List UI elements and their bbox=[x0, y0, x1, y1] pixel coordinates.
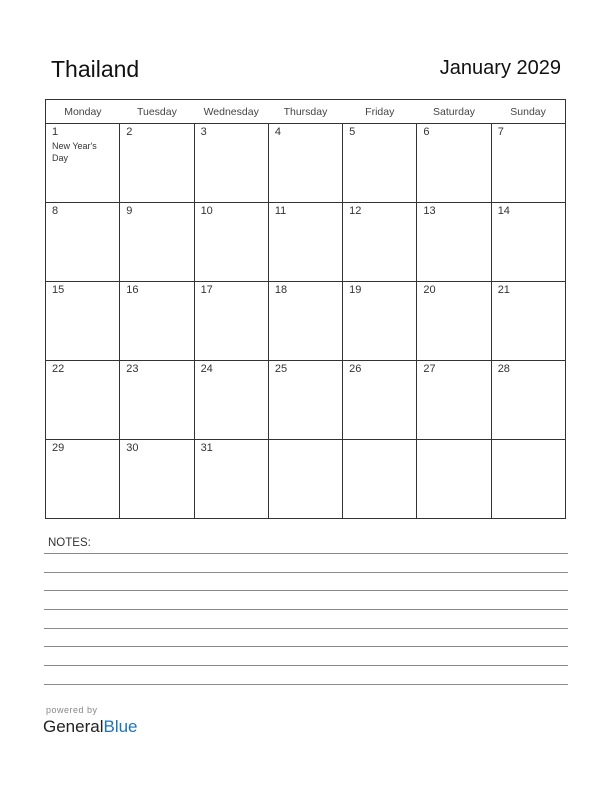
country-title: Thailand bbox=[51, 56, 140, 82]
day-cell bbox=[491, 203, 565, 282]
day-number: 23 bbox=[126, 363, 139, 375]
day-cell bbox=[268, 361, 342, 440]
day-number: 20 bbox=[423, 284, 436, 296]
weekday-header: Wednesday bbox=[194, 100, 268, 124]
day-number: 10 bbox=[200, 205, 213, 217]
day-cell bbox=[268, 440, 342, 519]
weekday-header: Thursday bbox=[268, 100, 342, 124]
day-cell bbox=[120, 440, 194, 519]
day-cell bbox=[194, 361, 268, 440]
day-cell bbox=[491, 124, 565, 203]
holiday-label: New Year's Day bbox=[52, 141, 97, 163]
day-number: 1 bbox=[52, 126, 59, 138]
calendar-grid bbox=[45, 99, 566, 519]
day-number: 2 bbox=[126, 126, 133, 138]
day-number: 31 bbox=[200, 442, 213, 454]
day-number: 5 bbox=[349, 126, 356, 138]
day-number: 25 bbox=[274, 363, 288, 375]
day-cell bbox=[343, 440, 417, 519]
day-cell bbox=[46, 361, 120, 440]
day-cell bbox=[417, 282, 491, 361]
day-number: 29 bbox=[52, 442, 65, 454]
day-cell bbox=[46, 282, 120, 361]
day-number: 12 bbox=[349, 205, 362, 217]
week-row bbox=[46, 282, 566, 361]
day-cell bbox=[120, 282, 194, 361]
day-number: 17 bbox=[200, 284, 213, 296]
note-line bbox=[44, 628, 568, 629]
day-cell bbox=[343, 282, 417, 361]
day-cell bbox=[120, 361, 194, 440]
notes-label: NOTES: bbox=[48, 537, 91, 549]
week-row bbox=[46, 361, 566, 440]
day-cell bbox=[46, 440, 120, 519]
day-number: 9 bbox=[126, 205, 133, 217]
day-number: 30 bbox=[126, 442, 139, 454]
weekday-header: Tuesday bbox=[120, 100, 194, 124]
day-cell bbox=[120, 124, 194, 203]
week-row bbox=[46, 124, 566, 203]
day-number: 14 bbox=[497, 205, 510, 217]
day-number: 21 bbox=[497, 284, 510, 296]
day-number: 13 bbox=[423, 205, 436, 217]
day-cell bbox=[268, 282, 342, 361]
day-cell bbox=[491, 282, 565, 361]
note-line bbox=[44, 553, 568, 554]
day-cell bbox=[417, 361, 491, 440]
weekday-header: Monday bbox=[46, 100, 120, 124]
weekday-header-row bbox=[46, 100, 566, 124]
day-cell bbox=[46, 203, 120, 282]
note-line bbox=[44, 609, 568, 610]
day-number: 15 bbox=[52, 284, 65, 296]
day-number: 27 bbox=[423, 363, 436, 375]
day-number: 7 bbox=[497, 126, 504, 138]
day-cell bbox=[491, 361, 565, 440]
day-number: 18 bbox=[274, 284, 288, 296]
day-number: 26 bbox=[349, 363, 362, 375]
week-row bbox=[46, 440, 566, 519]
week-row bbox=[46, 203, 566, 282]
logo-blue-text: Blue bbox=[103, 717, 138, 736]
day-cell bbox=[491, 440, 565, 519]
note-line bbox=[44, 590, 568, 591]
day-cell bbox=[194, 124, 268, 203]
day-cell bbox=[120, 203, 194, 282]
day-cell bbox=[194, 440, 268, 519]
day-number: 8 bbox=[52, 205, 59, 217]
day-cell bbox=[417, 124, 491, 203]
day-cell bbox=[343, 203, 417, 282]
day-cell bbox=[268, 124, 342, 203]
day-number: 6 bbox=[423, 126, 430, 138]
day-cell bbox=[46, 124, 120, 203]
note-line bbox=[44, 572, 568, 573]
note-line bbox=[44, 665, 568, 666]
day-number: 11 bbox=[274, 205, 287, 217]
day-number: 16 bbox=[126, 284, 139, 296]
weekday-header: Saturday bbox=[417, 100, 491, 124]
day-cell bbox=[417, 440, 491, 519]
day-number: 22 bbox=[52, 363, 65, 375]
month-year-title: January 2029 bbox=[439, 57, 561, 79]
note-line bbox=[44, 684, 568, 685]
day-cell bbox=[343, 124, 417, 203]
day-number: 4 bbox=[274, 126, 281, 138]
day-cell bbox=[194, 282, 268, 361]
logo-general-text: General bbox=[43, 717, 104, 736]
day-cell bbox=[417, 203, 491, 282]
day-number: 28 bbox=[497, 363, 510, 375]
weekday-header: Friday bbox=[343, 100, 417, 124]
day-number: 24 bbox=[200, 363, 213, 375]
day-number: 19 bbox=[349, 284, 362, 296]
day-number: 3 bbox=[200, 126, 207, 138]
day-cell bbox=[268, 203, 342, 282]
powered-by-text: powered by bbox=[46, 705, 98, 715]
note-line bbox=[44, 646, 568, 647]
generalblue-logo bbox=[43, 717, 138, 737]
day-cell bbox=[343, 361, 417, 440]
weekday-header: Sunday bbox=[491, 100, 565, 124]
day-cell bbox=[194, 203, 268, 282]
